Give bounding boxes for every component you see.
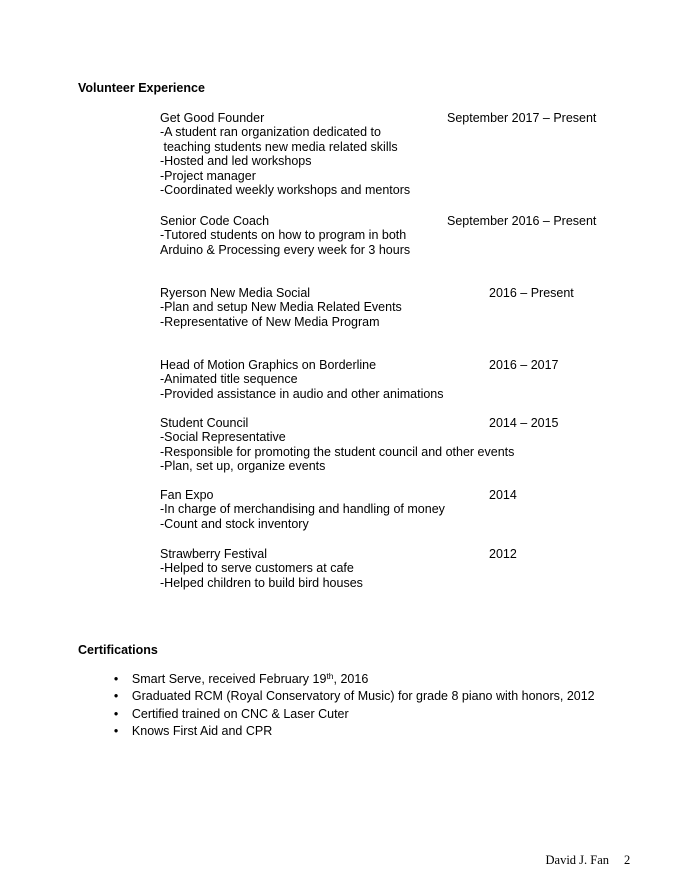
entry-detail-line: -Project manager	[160, 168, 256, 183]
footer-author: David J. Fan	[545, 853, 610, 867]
entry-title: Strawberry Festival	[160, 547, 267, 561]
entry-detail-line: -Count and stock inventory	[160, 516, 309, 531]
entry-date: 2016 – Present	[489, 286, 574, 300]
page-footer	[533, 839, 630, 881]
entry-detail-line: -Helped to serve customers at cafe	[160, 561, 354, 576]
certification-text-superscript: th	[326, 671, 334, 682]
entry-detail-line: -Responsible for promoting the student council and other events	[160, 444, 515, 459]
certification-text: Certified trained on CNC & Laser Cuter	[131, 707, 349, 722]
volunteer-entry	[160, 111, 696, 197]
entry-detail-line: teaching students new media related skills	[160, 139, 398, 154]
volunteer-entry	[160, 358, 696, 401]
entry-title: Student Council	[160, 416, 249, 430]
entry-date: 2016 – 2017	[489, 358, 559, 372]
entry-title: Ryerson New Media Social	[160, 286, 311, 300]
volunteer-entry	[160, 286, 696, 329]
bullet-icon: •	[113, 689, 119, 704]
entry-title: Fan Expo	[160, 488, 214, 502]
entry-detail-line: -In charge of merchandising and handling of money	[160, 502, 445, 517]
volunteer-entry	[160, 488, 696, 531]
entry-detail-line: -Animated title sequence	[160, 372, 298, 387]
entry-detail-line: -Plan and setup New Media Related Events	[160, 300, 402, 315]
entry-title: Get Good Founder	[160, 111, 265, 125]
entry-date: 2014	[489, 488, 517, 502]
volunteer-entry	[160, 547, 696, 590]
volunteer-entry	[160, 416, 696, 474]
bullet-icon: •	[113, 724, 119, 739]
entry-detail-line: -Plan, set up, organize events	[160, 459, 326, 474]
entry-date: 2012	[489, 547, 517, 561]
certification-text: , 2016	[333, 672, 369, 687]
certification-text: Knows First Aid and CPR	[131, 724, 273, 739]
entry-detail-line: -Helped children to build bird houses	[160, 575, 363, 590]
entry-title: Head of Motion Graphics on Borderline	[160, 358, 377, 372]
entry-detail-line: -Hosted and led workshops	[160, 154, 312, 169]
certification-item	[100, 710, 272, 753]
entry-detail-line: Arduino & Processing every week for 3 hours	[160, 242, 411, 257]
entry-detail-line: -Tutored students on how to program in both	[160, 228, 407, 243]
entry-date: 2014 – 2015	[489, 416, 559, 430]
bullet-icon: •	[113, 672, 119, 687]
volunteer-entry	[160, 214, 696, 257]
volunteer-experience-heading: Volunteer Experience	[78, 81, 205, 95]
footer-page-number: 2	[624, 853, 631, 867]
certification-text: Smart Serve, received February 19	[131, 672, 327, 687]
entry-detail-line: -Provided assistance in audio and other animations	[160, 386, 444, 401]
entry-date: September 2016 – Present	[447, 214, 597, 228]
bullet-icon: •	[113, 707, 119, 722]
entry-date: September 2017 – Present	[447, 111, 597, 125]
entry-detail-line: -A student ran organization dedicated to	[160, 125, 381, 140]
entry-detail-line: -Representative of New Media Program	[160, 314, 380, 329]
entry-detail-line: -Social Representative	[160, 430, 286, 445]
entry-detail-line: -Coordinated weekly workshops and mentors	[160, 183, 411, 198]
entry-title: Senior Code Coach	[160, 214, 270, 228]
certifications-heading: Certifications	[78, 643, 158, 657]
certification-text: Graduated RCM (Royal Conservatory of Music) for grade 8 piano with honors, 2012	[131, 689, 595, 704]
